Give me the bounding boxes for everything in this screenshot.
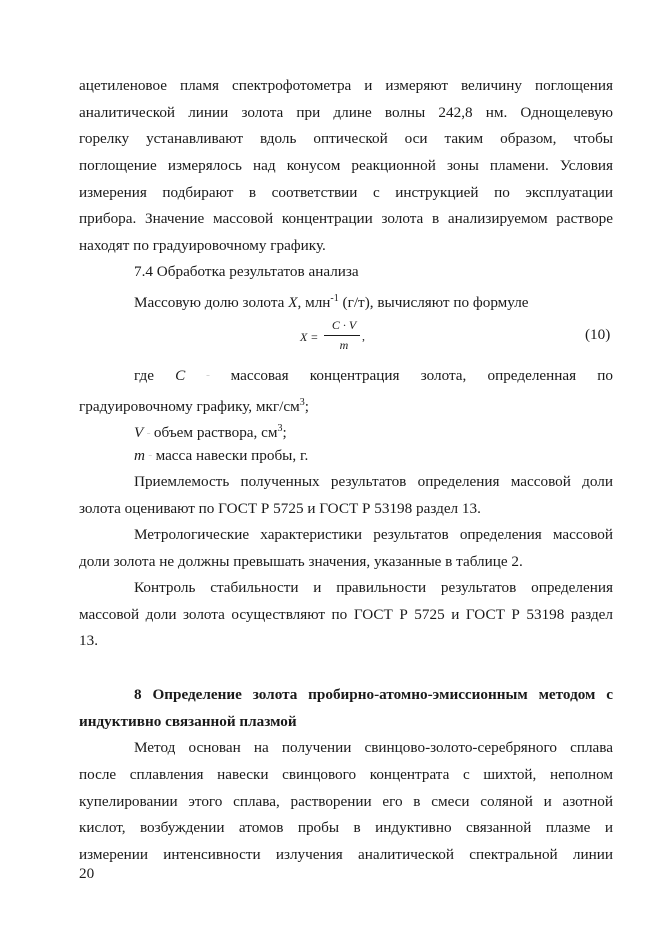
- definition-m: m – масса навески пробы, г.: [134, 447, 309, 464]
- text-line: золота оценивают по ГОСТ Р 5725 и ГОСТ Р 53198 раздел 13.: [79, 500, 481, 517]
- text-line: доли золота не должны превышать значения, указанные в таблице 2.: [79, 553, 523, 570]
- text-line: измерения подбирают в соответствии с инструкцией по эксплуатации: [79, 184, 613, 201]
- text-line: горелку устанавливают вдоль оптической оси таким образом, чтобы: [79, 130, 613, 147]
- text-line: аналитической линии золота при длине волны 242,8 нм. Однощелевую: [79, 104, 613, 121]
- text-line: 13.: [79, 632, 98, 649]
- formula-intro: Массовую долю золота X, млн$^{-1}$ (г/т), вычисляют по формуле: [134, 293, 529, 312]
- section-heading-8-cont: индуктивно связанной плазмой: [79, 713, 297, 730]
- text-line: после сплавления навески свинцового концентрата с шихтой, неполном: [79, 766, 613, 783]
- definition-c: где C – массовая концентрация золота, определенная по: [134, 367, 614, 384]
- text-line: измерении интенсивности излучения аналитической спектральной линии: [79, 846, 613, 863]
- text-line: Метод основан на получении свинцово-золото-серебряного сплава: [134, 739, 613, 756]
- fraction-bar: [324, 335, 360, 336]
- text-line: массовой доли золота осуществляют по ГОСТ Р 5725 и ГОСТ Р 53198 раздел: [79, 606, 613, 623]
- definition-v: V – объем раствора, $см^3$;: [134, 423, 287, 442]
- text-line: кислот, возбуждении атомов пробы в индуктивно связанной плазме и: [79, 819, 613, 836]
- formula-lhs: X: [300, 330, 308, 344]
- formula-comma: ,: [362, 329, 365, 343]
- text-line: градуировочному графику, мкг/$см^3$;: [79, 397, 309, 416]
- formula-denominator: m: [339, 338, 349, 352]
- text-line: находят по градуировочному графику.: [79, 237, 326, 254]
- text-line: купелировании этого сплава, растворении его в смеси соляной и азотной: [79, 793, 613, 810]
- formula-equals: =: [311, 330, 318, 344]
- formula-numerator: C · V: [331, 318, 357, 332]
- formula-number: (10): [585, 326, 611, 343]
- text-line: Приемлемость полученных результатов определения массовой доли: [134, 473, 613, 490]
- text-line: Контроль стабильности и правильности результатов определения: [134, 579, 613, 596]
- formula-10: [0, 318, 661, 358]
- section-heading-8: 8 Определение золота пробирно-атомно-эмиссионным методом с: [134, 686, 613, 703]
- text-line: поглощение измерялось над конусом реакционной зоны пламени. Условия: [79, 157, 613, 174]
- text-line: ацетиленовое пламя спектрофотометра и измеряют величину поглощения: [79, 77, 613, 94]
- text-line: Метрологические характеристики результатов определения массовой: [134, 526, 613, 543]
- page-number: 20: [79, 865, 95, 882]
- text-line: прибора. Значение массовой концентрации золота в анализируемом растворе: [79, 210, 613, 227]
- section-heading-7-4: 7.4 Обработка результатов анализа: [134, 263, 359, 280]
